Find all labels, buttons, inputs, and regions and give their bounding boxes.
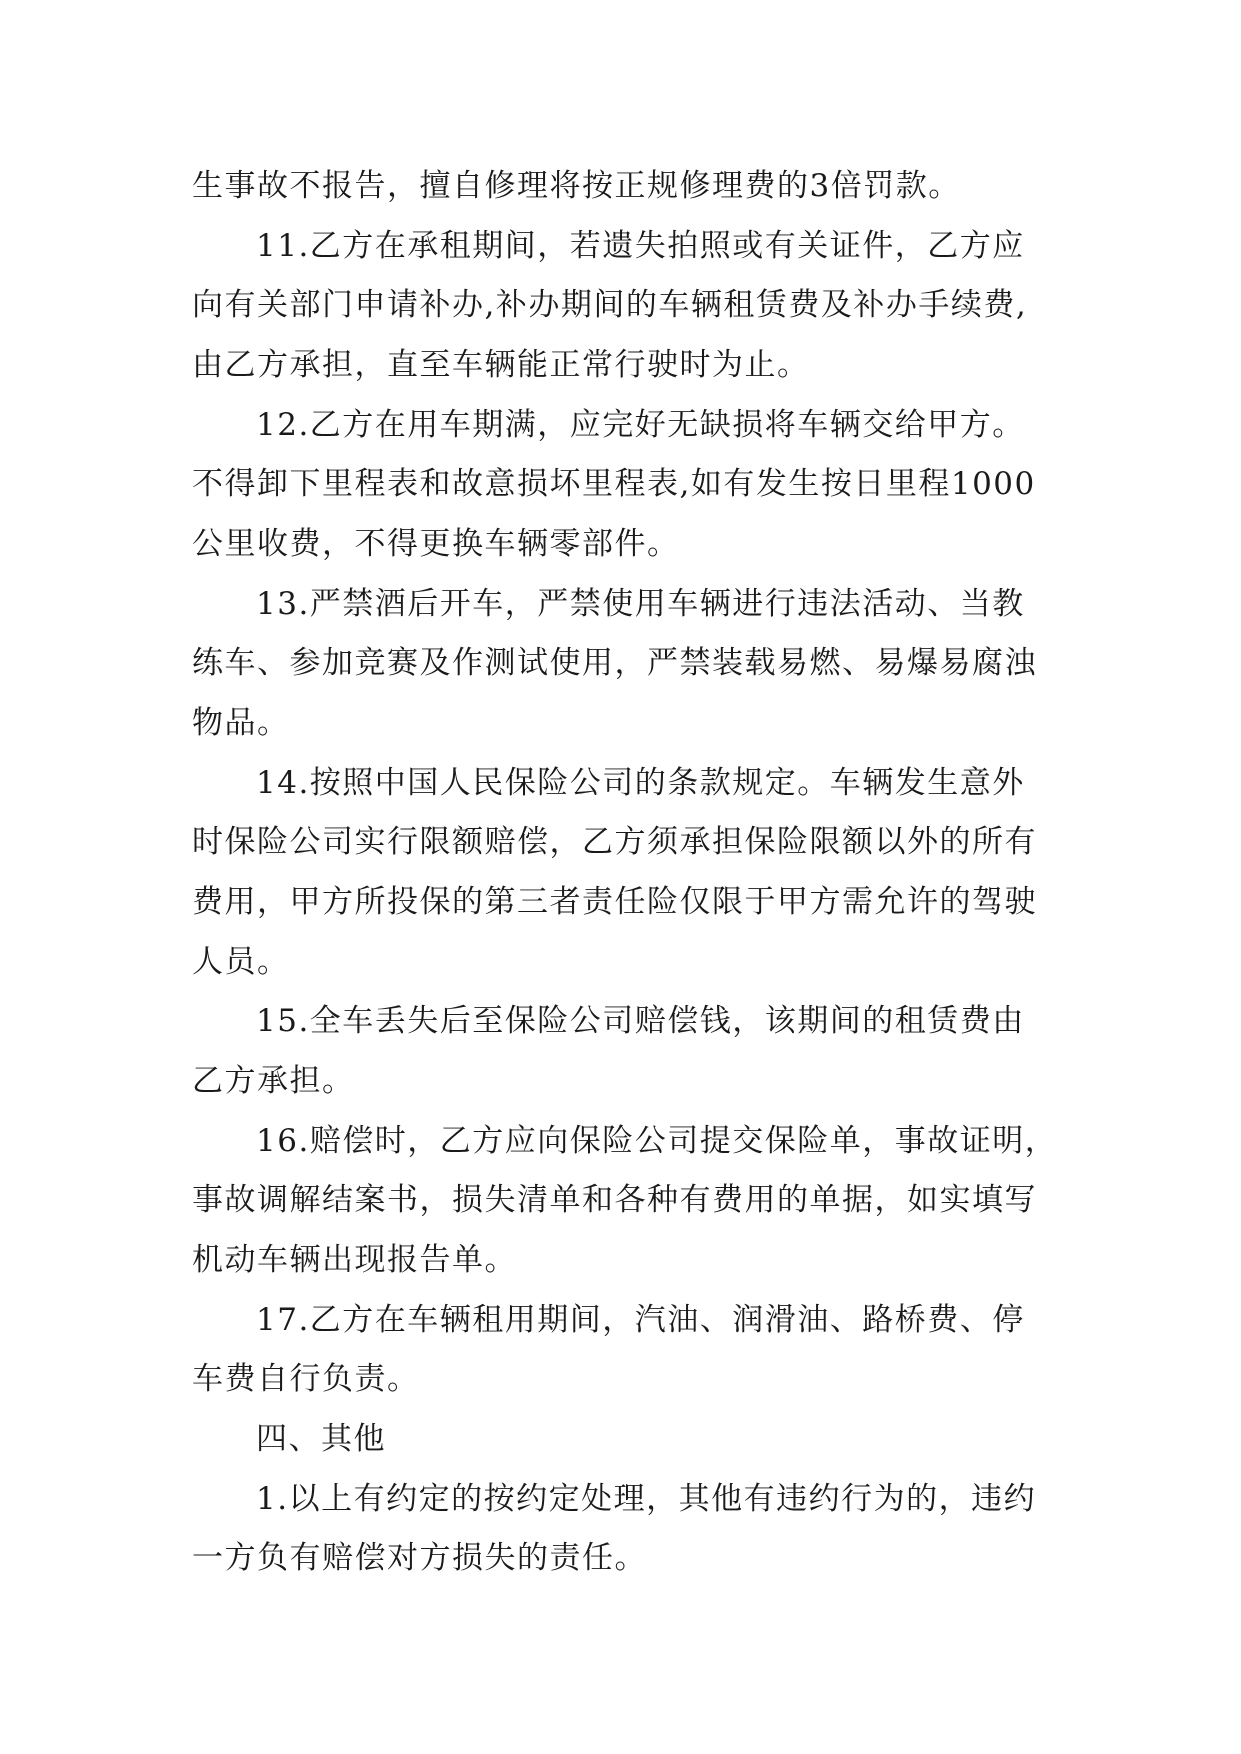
clause-11: 11.乙方在承租期间，若遗失拍照或有关证件，乙方应 xyxy=(256,228,1025,264)
clause-12: 12.乙方在用车期满，应完好无缺损将车辆交给甲方。 xyxy=(256,407,1025,443)
text-line: 练车、参加竞赛及作测试使用，严禁装载易燃、易爆易腐浊 xyxy=(192,645,1037,681)
text-line: 由乙方承担，直至车辆能正常行驶时为止。 xyxy=(192,347,810,383)
clause-16: 16.赔偿时，乙方应向保险公司提交保险单，事故证明， xyxy=(256,1123,1058,1159)
text-line: 人员。 xyxy=(192,944,290,980)
clause-17: 17.乙方在车辆租用期间，汽油、润滑油、路桥费、停 xyxy=(256,1302,1025,1338)
clause-15: 15.全车丢失后至保险公司赔偿钱，该期间的租赁费由 xyxy=(256,1003,1025,1039)
text-line: 机动车辆出现报告单。 xyxy=(192,1242,517,1278)
text-line: 车费自行负责。 xyxy=(192,1361,420,1397)
text-line: 费用，甲方所投保的第三者责任险仅限于甲方需允许的驾驶 xyxy=(192,884,1037,920)
clause-1: 1.以上有约定的按约定处理，其他有违约行为的，违约 xyxy=(256,1481,1037,1517)
text-line: 不得卸下里程表和故意损坏里程表,如有发生按日里程1000 xyxy=(192,466,1036,502)
section-heading: 四、其他 xyxy=(256,1421,386,1457)
text-line: 时保险公司实行限额赔偿，乙方须承担保险限额以外的所有 xyxy=(192,824,1037,860)
text-line: 向有关部门申请补办,补办期间的车辆租赁费及补办手续费, xyxy=(192,287,1028,323)
text-line: 事故调解结案书，损失清单和各种有费用的单据，如实填写 xyxy=(192,1182,1037,1218)
text-line: 物品。 xyxy=(192,705,290,741)
text-line: 生事故不报告，擅自修理将按正规修理费的3倍罚款。 xyxy=(192,168,961,204)
clause-13: 13.严禁酒后开车，严禁使用车辆进行违法活动、当教 xyxy=(256,586,1025,622)
text-line: 乙方承担。 xyxy=(192,1063,355,1099)
clause-14: 14.按照中国人民保险公司的条款规定。车辆发生意外 xyxy=(256,765,1025,801)
text-line: 公里收费，不得更换车辆零部件。 xyxy=(192,526,680,562)
text-line: 一方负有赔偿对方损失的责任。 xyxy=(192,1540,647,1576)
